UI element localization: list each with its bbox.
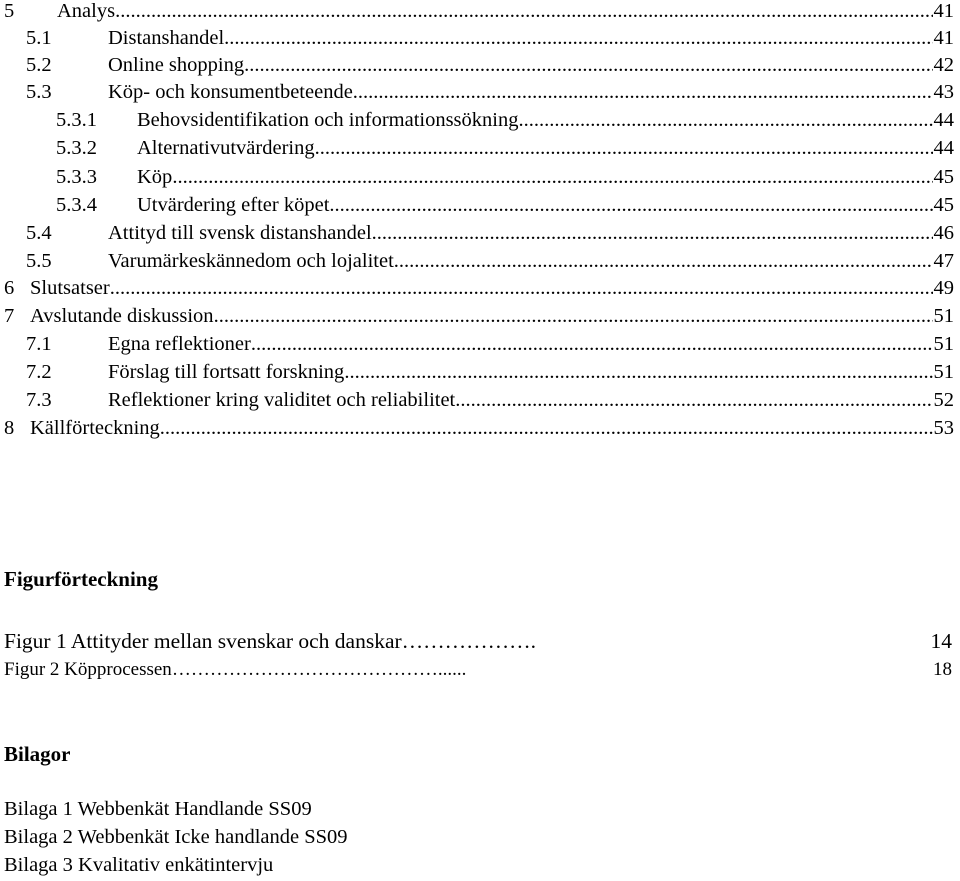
toc-entry[interactable] xyxy=(0,389,954,416)
appendix-item[interactable]: Bilaga 1 Webbenkät Handlande SS09 xyxy=(4,798,312,820)
toc-title: Egna reflektioner xyxy=(108,333,251,355)
toc-number: 5.3.3 xyxy=(56,166,97,188)
toc-number: 5.1 xyxy=(26,27,52,49)
toc-number: 6 xyxy=(4,277,15,299)
toc-title: Förslag till fortsatt forskning xyxy=(108,361,345,383)
figure-entry[interactable] xyxy=(4,659,952,681)
toc-entry[interactable] xyxy=(0,333,954,360)
toc-title: Behovsidentifikation och informationssökning xyxy=(137,109,519,131)
toc-page: 42 xyxy=(933,54,954,76)
toc-entry[interactable] xyxy=(0,54,954,81)
toc-entry[interactable] xyxy=(0,109,954,136)
toc-entry[interactable] xyxy=(0,137,954,164)
toc-page: 44 xyxy=(933,109,954,131)
toc-number: 5 xyxy=(4,0,15,22)
toc-entry[interactable] xyxy=(0,194,954,221)
toc-page: 46 xyxy=(933,222,954,244)
toc-number: 5.5 xyxy=(26,250,52,272)
toc-title: Köp- och konsumentbeteende xyxy=(108,81,353,103)
toc-page: 41 xyxy=(933,27,954,49)
toc-number: 5.3.2 xyxy=(56,137,97,159)
toc-title: Varumärkeskännedom och lojalitet xyxy=(108,250,394,272)
toc-title: Reflektioner kring validitet och reliabilitet xyxy=(108,389,456,411)
toc-page: 44 xyxy=(933,137,954,159)
toc-title: Källförteckning xyxy=(30,417,160,439)
toc-entry[interactable] xyxy=(0,361,954,388)
toc-entry[interactable] xyxy=(0,222,954,249)
toc-title: Attityd till svensk distanshandel xyxy=(108,222,372,244)
toc-entry[interactable] xyxy=(0,0,954,27)
toc-page: 43 xyxy=(933,81,954,103)
toc-title: Slutsatser xyxy=(30,277,110,299)
appendix-item[interactable]: Bilaga 3 Kvalitativ enkätintervju xyxy=(4,854,274,876)
toc-number: 7.1 xyxy=(26,333,52,355)
toc-number: 5.3.4 xyxy=(56,194,97,216)
toc-title: Köp xyxy=(137,166,173,188)
appendix-item[interactable]: Bilaga 2 Webbenkät Icke handlande SS09 xyxy=(4,826,348,848)
toc-title: Distanshandel xyxy=(108,27,225,49)
toc-number: 7.3 xyxy=(26,389,52,411)
toc-number: 7.2 xyxy=(26,361,52,383)
toc-number: 5.3.1 xyxy=(56,109,97,131)
toc-entry[interactable] xyxy=(0,417,954,444)
figures-heading: Figurförteckning xyxy=(4,567,158,591)
figure-leader: ………………. xyxy=(401,629,537,653)
appendices-heading: Bilagor xyxy=(4,742,71,766)
figure-title: Figur 2 Köpprocessen xyxy=(4,659,172,680)
toc-title: Avslutande diskussion xyxy=(30,305,214,327)
toc-page: 45 xyxy=(933,166,954,188)
toc-entry[interactable] xyxy=(0,305,954,332)
toc-number: 8 xyxy=(4,417,15,439)
toc-title: Alternativutvärdering xyxy=(137,137,315,159)
toc-page: 51 xyxy=(933,305,954,327)
figure-title: Figur 1 Attityder mellan svenskar och danskar xyxy=(4,629,402,653)
toc-title: Online shopping xyxy=(108,54,245,76)
toc-page: 41 xyxy=(933,0,954,22)
toc-page: 53 xyxy=(933,417,954,439)
toc-title: Analys xyxy=(57,0,116,22)
toc-entry[interactable] xyxy=(0,250,954,277)
figure-page: 18 xyxy=(933,659,952,680)
toc-page: 45 xyxy=(933,194,954,216)
figure-page: 14 xyxy=(930,629,952,653)
toc-number: 5.2 xyxy=(26,54,52,76)
toc-entry[interactable] xyxy=(0,277,954,304)
toc-number: 5.3 xyxy=(26,81,52,103)
toc-page: 51 xyxy=(933,361,954,383)
toc-number: 7 xyxy=(4,305,15,327)
toc-page: 47 xyxy=(933,250,954,272)
toc-entry[interactable] xyxy=(0,81,954,108)
figure-leader: ……………………………………...... xyxy=(171,659,467,680)
figure-entry[interactable] xyxy=(4,629,952,654)
toc-page: 51 xyxy=(933,333,954,355)
toc-entry[interactable] xyxy=(0,27,954,54)
toc-number: 5.4 xyxy=(26,222,52,244)
toc-entry[interactable] xyxy=(0,166,954,193)
toc-page: 52 xyxy=(933,389,954,411)
toc-title: Utvärdering efter köpet xyxy=(137,194,330,216)
toc-page: 49 xyxy=(933,277,954,299)
